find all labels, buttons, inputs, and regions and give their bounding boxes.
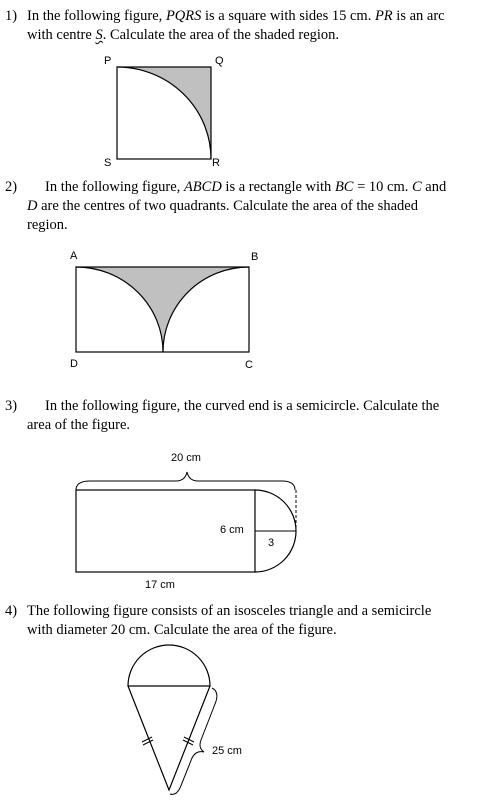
label-d: D [70, 358, 78, 370]
figure-2-rectangle-quadrants [0, 245, 493, 375]
label-p: P [104, 55, 112, 67]
text-segment: region. [27, 217, 68, 233]
label-bottom-length: 17 cm [145, 579, 175, 591]
question-text [27, 397, 489, 435]
isosceles-triangle [128, 686, 210, 790]
label-r: R [212, 157, 220, 169]
label-b: B [251, 251, 259, 263]
label-top-length: 20 cm [171, 452, 201, 464]
question-text [27, 7, 489, 45]
text-segment: S [95, 27, 103, 43]
label-s: S [104, 157, 112, 169]
text-segment: area of the figure. [27, 417, 131, 433]
text-segment: with centre [27, 27, 96, 43]
text-segment: = 10 cm. [353, 179, 412, 195]
text-segment: is a square with sides 15 cm. [201, 8, 375, 24]
top-brace [76, 472, 295, 490]
label-side-length: 25 cm [212, 745, 242, 757]
text-segment: is an arc [392, 8, 445, 24]
label-q: Q [215, 55, 224, 67]
text-segment: with diameter 20 cm. Calculate the area of the figure. [27, 622, 337, 638]
text-segment: . Calculate the area of the shaded region. [102, 27, 340, 43]
label-c: C [245, 359, 253, 371]
text-segment: are the centres of two quadrants. Calculate the area of the shaded [37, 198, 418, 214]
figure-4-triangle-semicircle [0, 640, 493, 800]
question-text [27, 178, 489, 235]
figure-3-rectangle-semicircle [0, 445, 493, 595]
text-segment: In the following figure, [27, 8, 166, 24]
text-segment: and [421, 179, 447, 195]
label-radius: 3 [268, 537, 275, 549]
label-a: A [70, 250, 78, 262]
text-segment: ABCD [183, 179, 222, 195]
text-segment: BC [334, 179, 354, 195]
question-text [27, 602, 489, 640]
question-number: 2) [5, 179, 18, 195]
question-number: 1) [5, 8, 18, 24]
text-segment: D [27, 198, 38, 214]
text-segment: The following figure consists of an isosceles triangle and a semicircle [27, 603, 432, 619]
text-segment: In the following figure, the curved end is a semicircle. Calculate the [45, 398, 440, 414]
text-segment: In the following figure, [45, 179, 184, 195]
text-segment: PR [374, 8, 393, 24]
text-segment: is a rectangle with [221, 179, 335, 195]
text-segment: PQRS [165, 8, 202, 24]
semicircle [128, 645, 210, 686]
question-number: 4) [5, 603, 18, 619]
question-number: 3) [5, 398, 18, 414]
label-height: 6 cm [220, 524, 244, 536]
text-segment: C [412, 179, 422, 195]
